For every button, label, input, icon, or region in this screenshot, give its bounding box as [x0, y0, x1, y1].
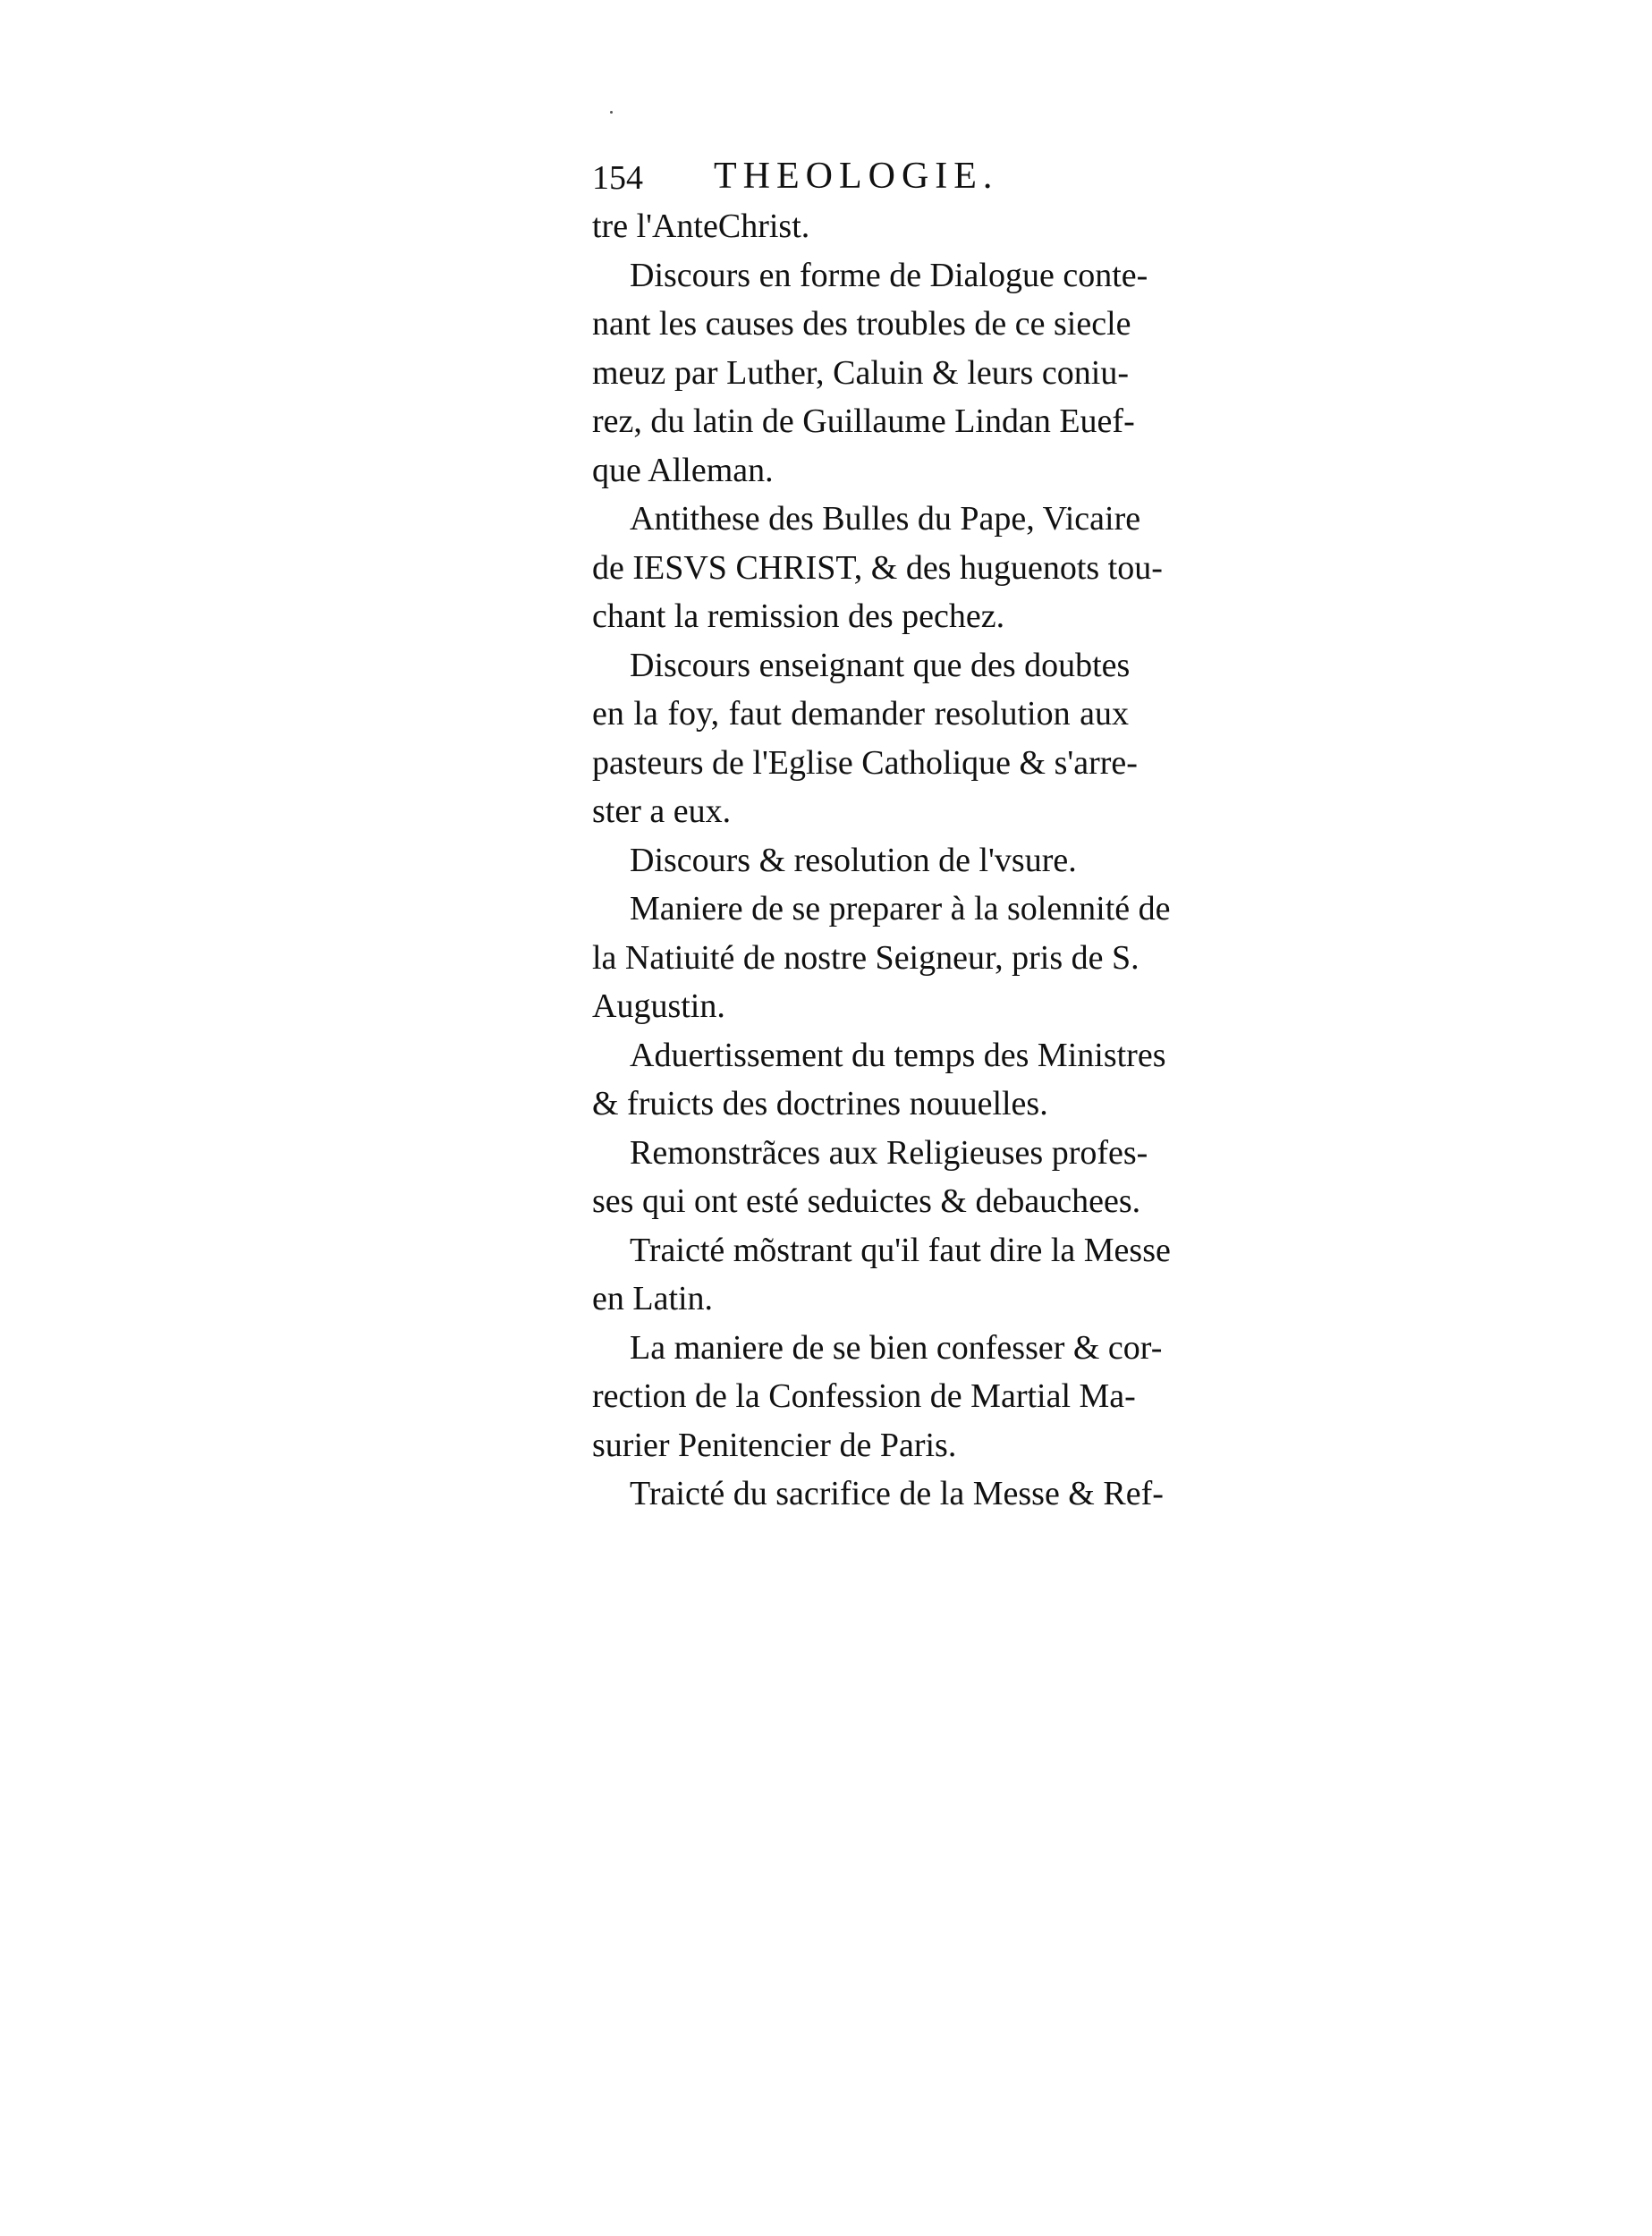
text-line: nant les causes des troubles de ce siecle	[592, 305, 1131, 343]
text-line: en la foy, faut demander resolution aux	[592, 695, 1129, 733]
text-line: Discours enseignant que des doubtes	[630, 646, 1131, 684]
text-line: Maniere de se preparer à la solennité de	[630, 890, 1171, 927]
text-line: surier Penitencier de Paris.	[592, 1426, 957, 1464]
text-line: la Natiuité de nostre Seigneur, pris de S.	[592, 938, 1139, 977]
text-line: Remonstrãces aux Religieuses profes-	[630, 1133, 1148, 1172]
text-line: Traicté mõstrant qu'il faut dire la Messe	[630, 1231, 1171, 1269]
text-line: Antithese des Bulles du Pape, Vicaire	[630, 500, 1141, 538]
text-block	[592, 150, 1171, 1519]
paper-speck	[610, 111, 613, 114]
page-number: 154	[592, 159, 643, 197]
text-line: ses qui ont esté seduictes & debauchees.	[592, 1182, 1141, 1220]
text-lines	[592, 202, 1171, 1519]
text-line: & fruicts des doctrines nouuelles.	[592, 1085, 1048, 1122]
text-line: Augustin.	[592, 987, 725, 1025]
running-head	[592, 150, 1129, 202]
text-line: en Latin.	[592, 1280, 714, 1317]
text-line: Aduertissement du temps des Ministres	[630, 1036, 1166, 1074]
text-line: de IESVS CHRIST, & des huguenots tou-	[592, 548, 1163, 587]
text-line: que Alleman.	[592, 451, 774, 489]
text-line: ster a eux.	[592, 792, 732, 830]
text-line: rection de la Confession de Martial Ma-	[592, 1377, 1136, 1415]
text-line: Traicté du sacrifice de la Messe & Ref-	[630, 1475, 1164, 1512]
text-line: tre l'AnteChrist.	[592, 208, 810, 245]
text-line: meuz par Luther, Caluin & leurs coniu-	[592, 353, 1129, 392]
text-line: Discours & resolution de l'vsure.	[630, 841, 1077, 879]
text-line: La maniere de se bien confesser & cor-	[630, 1328, 1163, 1367]
running-title: THEOLOGIE.	[714, 156, 999, 197]
text-line: rez, du latin de Guillaume Lindan Euef-	[592, 402, 1135, 440]
text-line: Discours en forme de Dialogue conte-	[630, 256, 1148, 294]
text-line: chant la remission des pechez.	[592, 597, 1005, 635]
text-line: pasteurs de l'Eglise Catholique & s'arre-	[592, 743, 1138, 782]
